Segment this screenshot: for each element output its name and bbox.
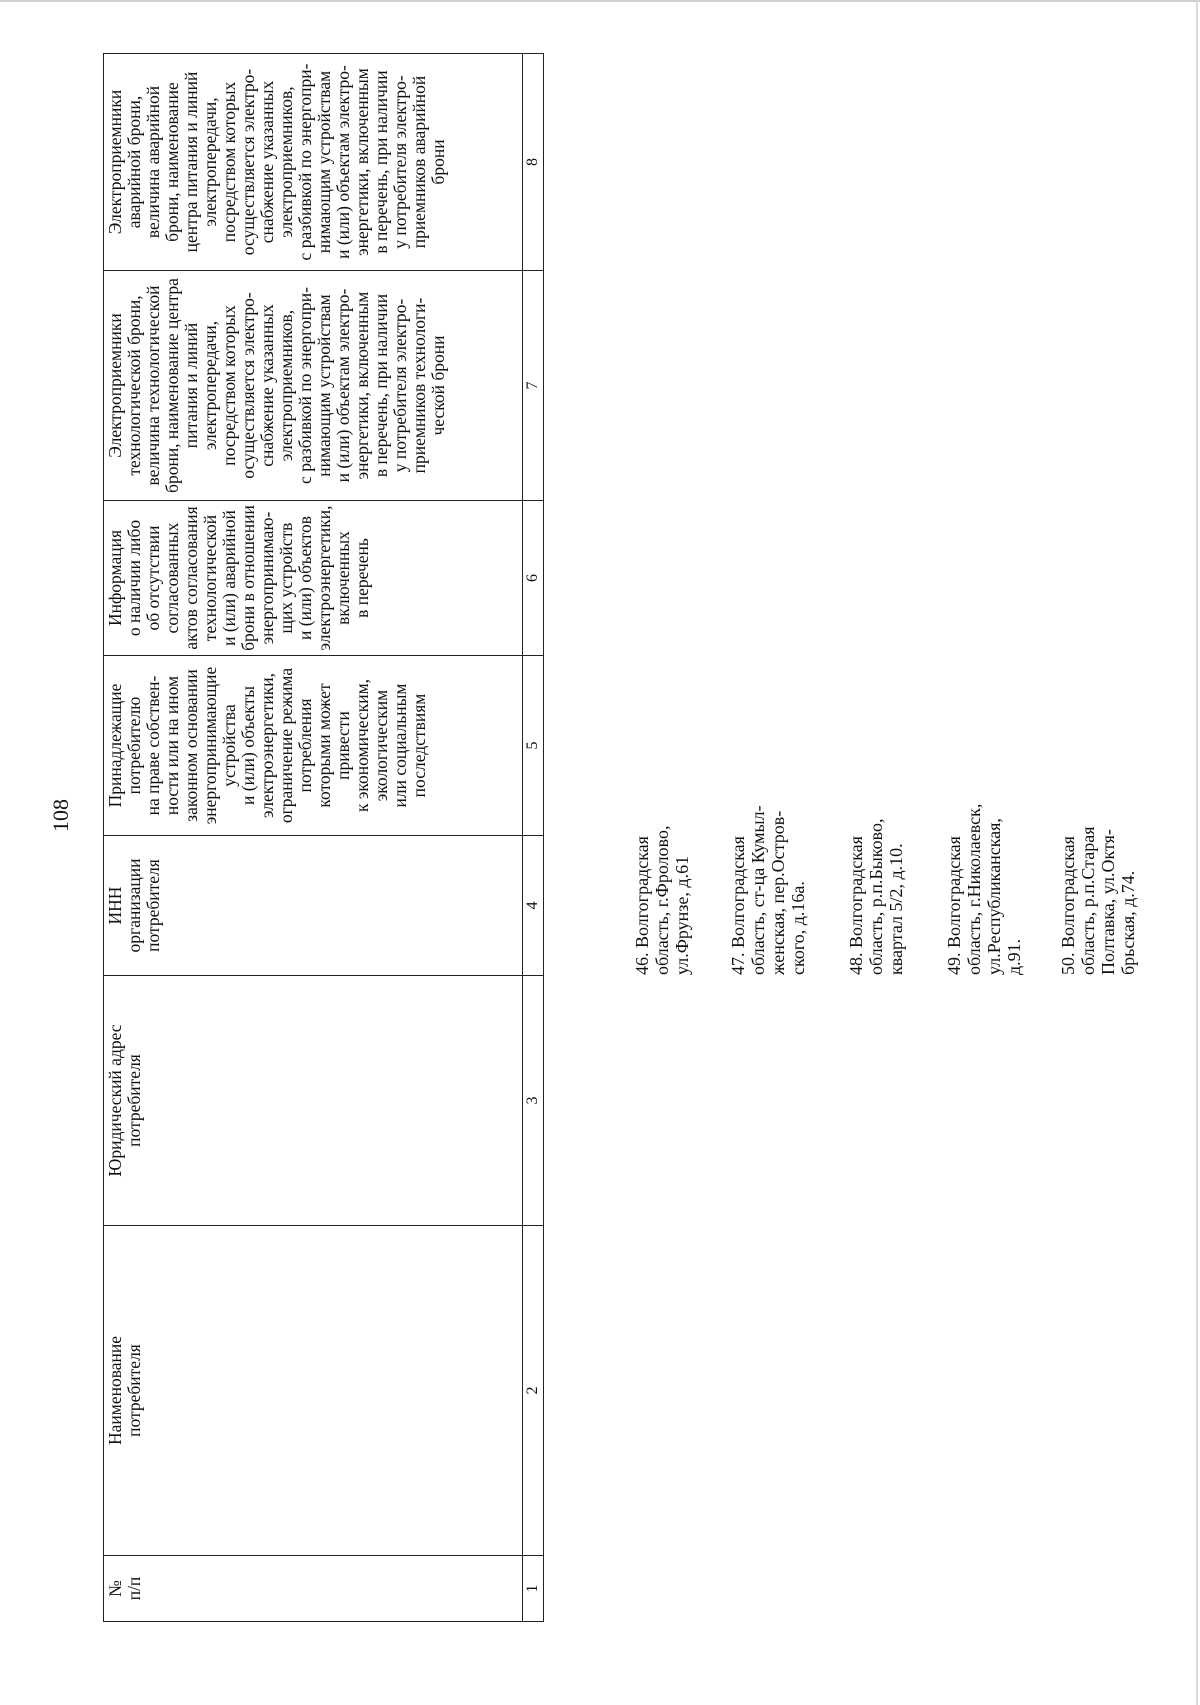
header-cell-number: № п/п	[104, 1556, 523, 1622]
header-cell-address: Юридический адрес потребителя	[104, 976, 523, 1226]
list-item: 49. Волгоградская область, г.Николаевск, ул.Республиканская, д.91.	[944, 803, 1024, 975]
header-cell-tech-reserve: Электроприемники технологической брони, величина технологической брони, наименование центра питания и линий электропередачи, посредством которых осуществляется электро- снабжение указанных электроприемников, с разбивкой по энергопри- нимающим устройствам и (или) объектам электро- энергетики, включенным в перечень, при наличии у потребителя электро- приемников технологи- ческой брони	[104, 271, 523, 501]
rotated-table-container	[103, 54, 591, 1622]
list-item: 50. Волгоградская область, р.п.Старая Полтавка, ул.Октя- брьская, д.74.	[1058, 826, 1138, 975]
list-item: 47. Волгоградская область, ст-ца Кумыл- женская, пер.Остров- ского, д.16а.	[728, 805, 808, 975]
header-cell-name: Наименование потребителя	[104, 1226, 523, 1556]
header-cell-devices: Принадлежащие потребителю на праве собствен- ности или на ином законном основании энергопринимающие устройства и (или) объекты электроэнергетики, ограничение режима потребления которыми может привести к экономическим, экологическим или социальным последствиям	[104, 656, 523, 836]
header-cell-acts-info: Информация о наличии либо об отсутствии согласованных актов согласования технологической и (или) аварийной брони в отношении энергопринимаю- щих устройств и (или) объектов электроэнергетики, включенных в перечень	[104, 501, 523, 656]
column-number: 1	[523, 1556, 544, 1622]
column-number: 8	[523, 54, 544, 271]
column-number: 4	[523, 836, 544, 976]
table-header-row	[104, 54, 523, 1622]
scan-edge-right	[1196, 0, 1198, 1705]
column-number: 2	[523, 1226, 544, 1556]
header-cell-inn: ИНН организации потребителя	[104, 836, 523, 976]
consumer-table	[103, 53, 544, 1622]
column-number: 6	[523, 501, 544, 656]
list-item: 48. Волгоградская область, р.п.Быково, квартал 5/2, д.10.	[846, 818, 906, 975]
column-number: 5	[523, 656, 544, 836]
list-item: 46. Волгоградская область, г.Фролово, ул.Фрунзе, д.61	[632, 825, 692, 975]
scan-edge-top	[0, 0, 1200, 2]
header-cell-emergency-reserve: Электроприемники аварийной брони, величина аварийной брони, наименование центра питания и линий электропередачи, посредством которых осуществляется электро- снабжение указанных электроприемников, с разбивкой по энергопри- нимающим устройствам и (или) объектам электро- энергетики, включенным в перечень, при наличии у потребителя электро- приемников аварийной брони	[104, 54, 523, 271]
column-number: 3	[523, 976, 544, 1226]
page-number: 108	[48, 799, 73, 832]
column-number: 7	[523, 271, 544, 501]
column-number-row	[523, 54, 544, 1622]
